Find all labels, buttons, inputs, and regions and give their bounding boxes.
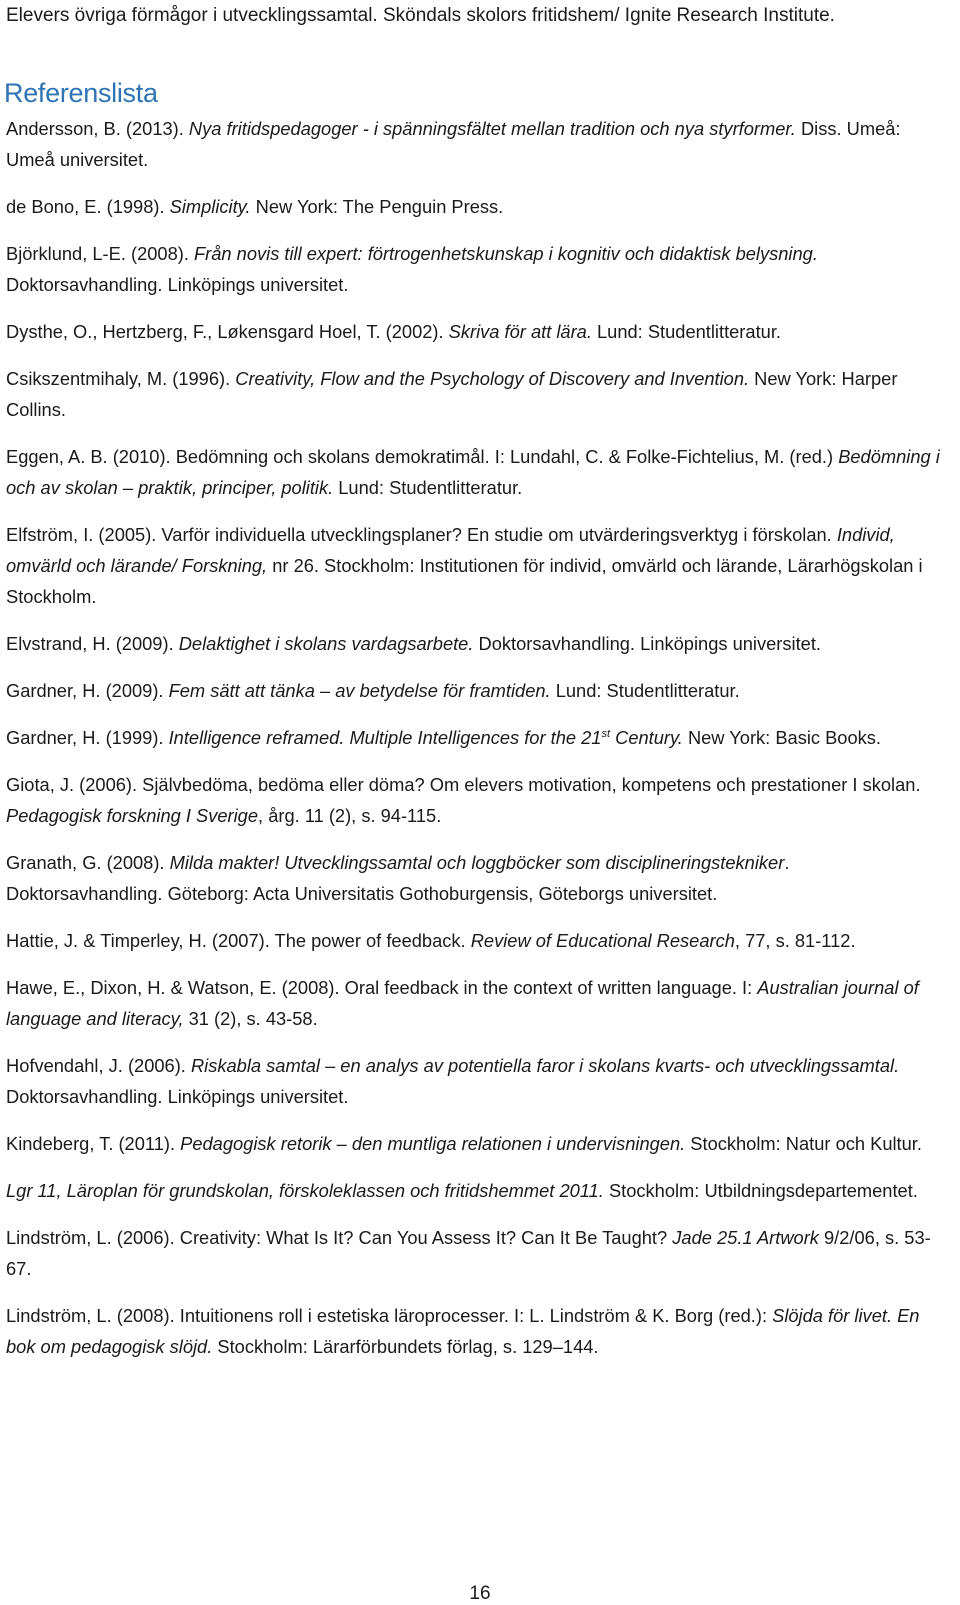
reference-text: Lund: Studentlitteratur.: [333, 477, 523, 498]
reference-entry: [6, 925, 946, 956]
section-title: Referenslista: [4, 78, 158, 108]
reference-text: Doktorsavhandling. Linköpings universitet.: [6, 1086, 349, 1107]
reference-entry: [6, 1175, 946, 1206]
reference-title-text: Delaktighet i skolans vardagsarbete.: [178, 633, 474, 654]
reference-text: Stockholm: Lärarförbundets förlag, s. 129–144.: [212, 1336, 599, 1357]
reference-text: Csikszentmihaly, M. (1996).: [6, 368, 236, 389]
reference-entry: [6, 238, 946, 300]
reference-text: Lindström, L. (2008). Intuitionens roll i estetiska läroprocesser. I: L. Lindström & K. Borg (red.):: [6, 1305, 773, 1326]
reference-text: Granath, G. (2008).: [6, 852, 170, 873]
reference-text: 9/2/06, s. 53-67.: [6, 1227, 931, 1279]
reference-list: [6, 113, 946, 1378]
reference-entry: [6, 191, 946, 222]
reference-text: New York: The Penguin Press.: [250, 196, 504, 217]
reference-entry: [6, 675, 946, 706]
reference-entry: [6, 441, 946, 503]
reference-text: New York: Harper Collins.: [6, 368, 898, 420]
reference-text: , årg. 11 (2), s. 94-115.: [258, 805, 442, 826]
reference-text: Björklund, L-E. (2008).: [6, 243, 194, 264]
reference-title-text: Individ, omvärld och lärande/ Forskning,: [6, 524, 895, 576]
reference-entry: [6, 769, 946, 831]
reference-text: Elfström, I. (2005). Varför individuella utvecklingsplaner? En studie om utvärderingsverktyg i förskolan.: [6, 524, 837, 545]
reference-text: Gardner, H. (1999).: [6, 727, 169, 748]
reference-text: Lund: Studentlitteratur.: [591, 321, 781, 342]
reference-text: Hawe, E., Dixon, H. & Watson, E. (2008). Oral feedback in the context of written language. I:: [6, 977, 758, 998]
reference-entry: [6, 519, 946, 612]
reference-title-text: Pedagogisk retorik – den muntliga relationen i undervisningen.: [180, 1133, 686, 1154]
page-number: 16: [469, 1583, 491, 1604]
reference-text: Diss. Umeå: Umeå universitet.: [6, 118, 901, 170]
reference-title-text: Milda makter! Utvecklingssamtal och loggböcker som disciplineringstekniker: [169, 852, 785, 873]
reference-text: Hofvendahl, J. (2006).: [6, 1055, 191, 1076]
page-header: Elevers övriga förmågor i utvecklingssamtal. Sköndals skolors fritidshem/ Ignite Research Institute.: [6, 5, 835, 26]
reference-text: Stockholm: Utbildningsdepartementet.: [603, 1180, 918, 1201]
reference-title-text: Lgr 11, Läroplan för grundskolan, förskoleklassen och fritidshemmet 2011.: [6, 1180, 604, 1201]
reference-text: Kindeberg, T. (2011).: [6, 1133, 181, 1154]
reference-entry: [6, 1050, 946, 1112]
reference-title-text: Från novis till expert: förtrogenhetskunskap i kognitiv och didaktisk belysning.: [193, 243, 818, 264]
reference-text: . Doktorsavhandling. Göteborg: Acta Universitatis Gothoburgensis, Göteborgs universitet.: [6, 852, 790, 904]
reference-text: Lindström, L. (2006). Creativity: What Is It? Can You Assess It? Can It Be Taught?: [6, 1227, 673, 1248]
reference-text: Giota, J. (2006). Självbedöma, bedöma eller döma? Om elevers motivation, kompetens och prestationer I skolan.: [6, 774, 921, 795]
reference-entry: [6, 972, 946, 1034]
reference-text: de Bono, E. (1998).: [6, 196, 170, 217]
reference-entry: [6, 316, 946, 347]
reference-title-text: Riskabla samtal – en analys av potentiella faror i skolans kvarts- och utvecklingssamtal.: [190, 1055, 900, 1076]
reference-title-text: Slöjda för livet. En bok om pedagogisk slöjd.: [6, 1305, 920, 1357]
reference-text: Elvstrand, H. (2009).: [6, 633, 179, 654]
reference-title-text: Intelligence reframed. Multiple Intelligences for the 21: [168, 727, 602, 748]
reference-title-text: Jade 25.1 Artwork: [672, 1227, 819, 1248]
reference-text: Gardner, H. (2009).: [6, 680, 169, 701]
reference-title-text: Pedagogisk forskning I Sverige: [6, 805, 259, 826]
reference-text: Lund: Studentlitteratur.: [550, 680, 740, 701]
reference-entry: [6, 113, 946, 175]
reference-title-text: Fem sätt att tänka – av betydelse för framtiden.: [168, 680, 551, 701]
reference-entry: [6, 1128, 946, 1159]
reference-title-text: Century.: [610, 727, 683, 748]
reference-text: Hattie, J. & Timperley, H. (2007). The power of feedback.: [6, 930, 471, 951]
reference-entry: [6, 847, 946, 909]
reference-text: , 77, s. 81-112.: [734, 930, 856, 951]
reference-entry: [6, 363, 946, 425]
reference-text: Doktorsavhandling. Linköpings universitet.: [473, 633, 821, 654]
reference-text: nr 26. Stockholm: Institutionen för individ, omvärld och lärande, Lärarhögskolan i Stockholm.: [6, 555, 923, 607]
reference-text: 31 (2), s. 43-58.: [183, 1008, 318, 1029]
reference-title-text: st: [601, 728, 611, 740]
reference-title-text: Creativity, Flow and the Psychology of Discovery and Invention.: [235, 368, 750, 389]
reference-title-text: Nya fritidspedagoger - i spänningsfältet mellan tradition och nya styrformer.: [188, 118, 796, 139]
reference-entry: [6, 722, 946, 753]
reference-text: Stockholm: Natur och Kultur.: [685, 1133, 922, 1154]
reference-entry: [6, 1222, 946, 1284]
reference-text: Doktorsavhandling. Linköpings universitet.: [6, 274, 349, 295]
reference-title-text: Simplicity.: [169, 196, 251, 217]
reference-text: Andersson, B. (2013).: [6, 118, 189, 139]
reference-text: New York: Basic Books.: [682, 727, 881, 748]
reference-title-text: Review of Educational Research: [470, 930, 735, 951]
reference-text: Eggen, A. B. (2010). Bedömning och skolans demokratimål. I: Lundahl, C. & Folke-Fichtelius, M. (red.): [6, 446, 839, 467]
reference-entry: [6, 1300, 946, 1362]
reference-title-text: Bedömning i och av skolan – praktik, principer, politik.: [6, 446, 940, 498]
reference-entry: [6, 628, 946, 659]
reference-text: Dysthe, O., Hertzberg, F., Løkensgard Hoel, T. (2002).: [6, 321, 449, 342]
reference-title-text: Australian journal of language and literacy,: [6, 977, 919, 1029]
reference-title-text: Skriva för att lära.: [448, 321, 592, 342]
